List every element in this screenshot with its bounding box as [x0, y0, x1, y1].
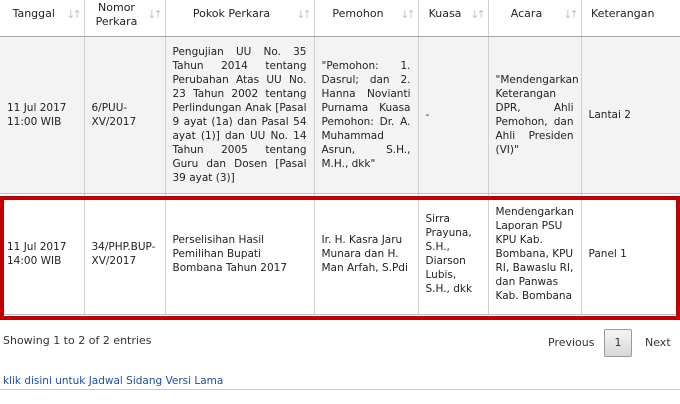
column-header-label: Acara [510, 7, 543, 20]
cell-nomor-perkara: 6/PUU-XV/2017 [84, 37, 165, 194]
column-header-tanggal[interactable] [0, 0, 84, 37]
column-header-kuasa[interactable] [418, 0, 488, 37]
column-header-label: Nomor Perkara [95, 1, 138, 28]
cell-nomor-perkara: 34/PHP.BUP-XV/2017 [84, 194, 165, 315]
previous-page-button[interactable]: Previous [548, 336, 595, 349]
sort-icon[interactable]: ↓↑ [296, 8, 309, 21]
cell-keterangan: Lantai 2 [581, 37, 680, 194]
column-header-pokok-perkara[interactable] [165, 0, 314, 37]
column-header-pemohon[interactable] [314, 0, 418, 37]
cell-pemohon: Ir. H. Kasra Jaru Munara dan H. Man Arfah, S.Pdi [314, 194, 418, 315]
old-schedule-link[interactable]: klik disini untuk Jadwal Sidang Versi Lama [3, 375, 224, 387]
cell-pokok-perkara: Perselisihan Hasil Pemilihan Bupati Bombana Tahun 2017 [165, 194, 314, 315]
cell-kuasa: - [418, 37, 488, 194]
cell-acara: Mendengarkan Laporan PSU KPU Kab. Bombana, KPU RI, Bawaslu RI, dan Panwas Kab. Bombana [488, 194, 581, 315]
column-header-label: Pokok Perkara [192, 7, 271, 20]
cell-keterangan: Panel 1 [581, 194, 680, 315]
column-header-keterangan[interactable] [581, 0, 680, 37]
column-header-label: Keterangan [591, 7, 655, 20]
sort-icon[interactable]: ↓↑ [470, 8, 483, 21]
table-header-row [0, 0, 680, 37]
column-header-label: Tanggal [12, 7, 55, 20]
divider [0, 389, 680, 390]
entries-info: Showing 1 to 2 of 2 entries [3, 334, 152, 347]
table-row [0, 37, 680, 194]
pagination [0, 329, 680, 357]
sort-icon[interactable]: ↓↑ [563, 8, 576, 21]
sort-icon[interactable]: ↓↑ [400, 8, 413, 21]
cell-pemohon: "Pemohon: 1. Dasrul; dan 2. Hanna Novianti Purnama Kuasa Pemohon: Dr. A. Muhammad Asrun, S.H., M.H., dkk" [314, 37, 418, 194]
column-header-acara[interactable] [488, 0, 581, 37]
cell-acara: "Mendengarkan Keterangan DPR, Ahli Pemohon, dan Ahli Presiden (VI)" [488, 37, 581, 194]
sort-icon[interactable]: ↓↑ [66, 8, 79, 21]
page-1-button[interactable]: 1 [604, 329, 632, 357]
column-header-nomor-perkara[interactable] [84, 0, 165, 37]
sort-icon[interactable]: ↓↑ [147, 8, 160, 21]
next-page-button[interactable]: Next [645, 336, 671, 349]
column-header-label: Kuasa [428, 7, 462, 20]
cell-tanggal: 11 Jul 2017 14:00 WIB [0, 194, 84, 315]
cell-kuasa: Sirra Prayuna, S.H., Diarson Lubis, S.H., dkk [418, 194, 488, 315]
cell-tanggal: 11 Jul 2017 11:00 WIB [0, 37, 84, 194]
cell-pokok-perkara: Pengujian UU No. 35 Tahun 2014 tentang Perubahan Atas UU No. 23 Tahun 2002 tentang Perlindungan Anak [Pasal 9 ayat (1a) dan Pasal 54 ayat (1)] dan UU No. 14 Tahun 2005 tentang Guru dan Dosen [Pasal 39 ayat (3)] [165, 37, 314, 194]
column-header-label: Pemohon [332, 7, 384, 20]
table-row [0, 194, 680, 315]
